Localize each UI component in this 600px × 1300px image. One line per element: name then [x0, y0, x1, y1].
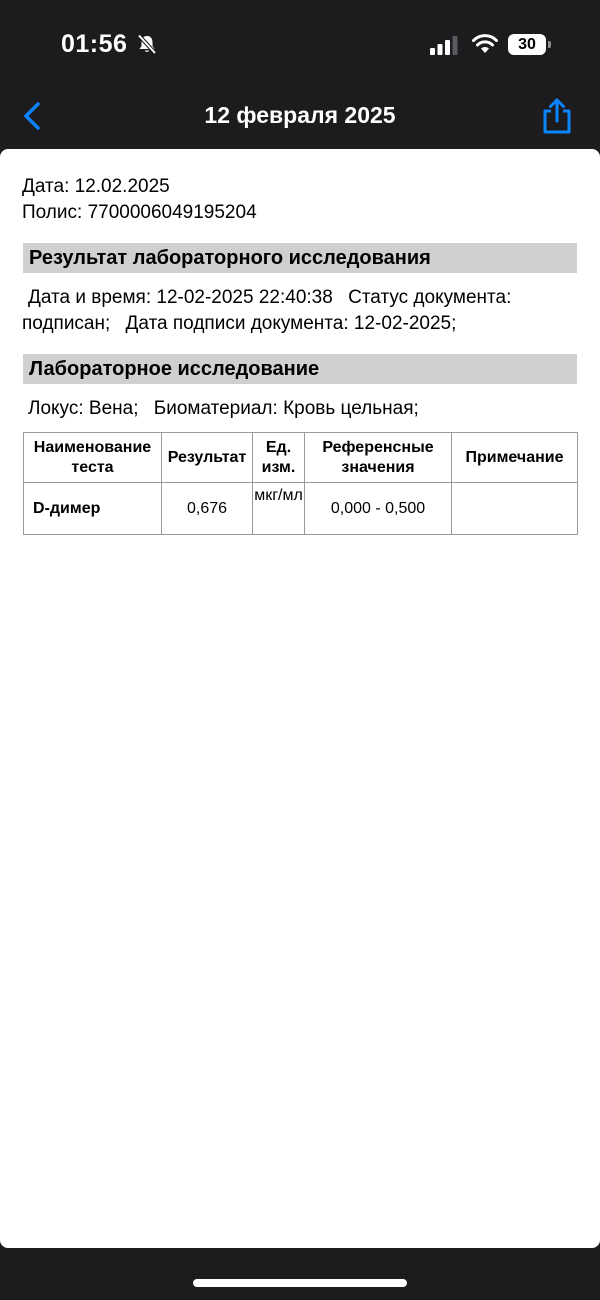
- header-reference: Референсные значения: [305, 433, 452, 483]
- document-date: Дата: 12.02.2025: [22, 176, 170, 197]
- document-datetime: Дата и время: 12-02-2025 22:40:38: [28, 287, 333, 308]
- cellular-signal-icon: [430, 35, 458, 55]
- wifi-icon: [471, 33, 499, 55]
- header-result: Результат: [162, 433, 253, 483]
- document-content: [22, 174, 578, 535]
- header-test-name: Наименование теста: [24, 433, 162, 483]
- table-header-row: [24, 433, 578, 483]
- cell-reference: 0,000 - 0,500: [305, 483, 452, 535]
- page-title: 12 февраля 2025: [204, 102, 396, 128]
- table-row: [24, 483, 578, 535]
- header-note: Примечание: [452, 433, 578, 483]
- section-title-lab-result: Результат лабораторного исследования: [23, 243, 577, 273]
- battery-indicator: [508, 34, 552, 56]
- locus: Локус: Вена;: [28, 398, 139, 419]
- home-indicator[interactable]: [193, 1279, 407, 1287]
- header-unit: Ед. изм.: [253, 433, 305, 483]
- document-sign-date: Дата подписи документа: 12-02-2025;: [125, 313, 457, 334]
- document-status: Статус документа: подписан;: [22, 287, 512, 334]
- document-meta: [22, 285, 578, 337]
- biomaterial: Биоматериал: Кровь цельная;: [153, 398, 419, 419]
- cell-unit: мкг/мл: [253, 483, 305, 535]
- bell-slash-icon: [136, 33, 158, 55]
- specimen-info: [22, 396, 578, 422]
- share-icon[interactable]: [540, 96, 574, 136]
- navigation-bar: [0, 90, 600, 148]
- cell-result: 0,676: [162, 483, 253, 535]
- document-view: [0, 149, 600, 1248]
- battery-level: 30: [518, 36, 536, 53]
- cell-note: [452, 483, 578, 535]
- status-time: 01:56: [61, 30, 128, 58]
- section-title-lab-study: Лабораторное исследование: [23, 354, 577, 384]
- cell-test-name: D-димер: [24, 483, 162, 535]
- policy-number: Полис: 7700006049195204: [22, 202, 257, 223]
- status-bar: [0, 0, 600, 90]
- lab-results-table: [23, 432, 578, 535]
